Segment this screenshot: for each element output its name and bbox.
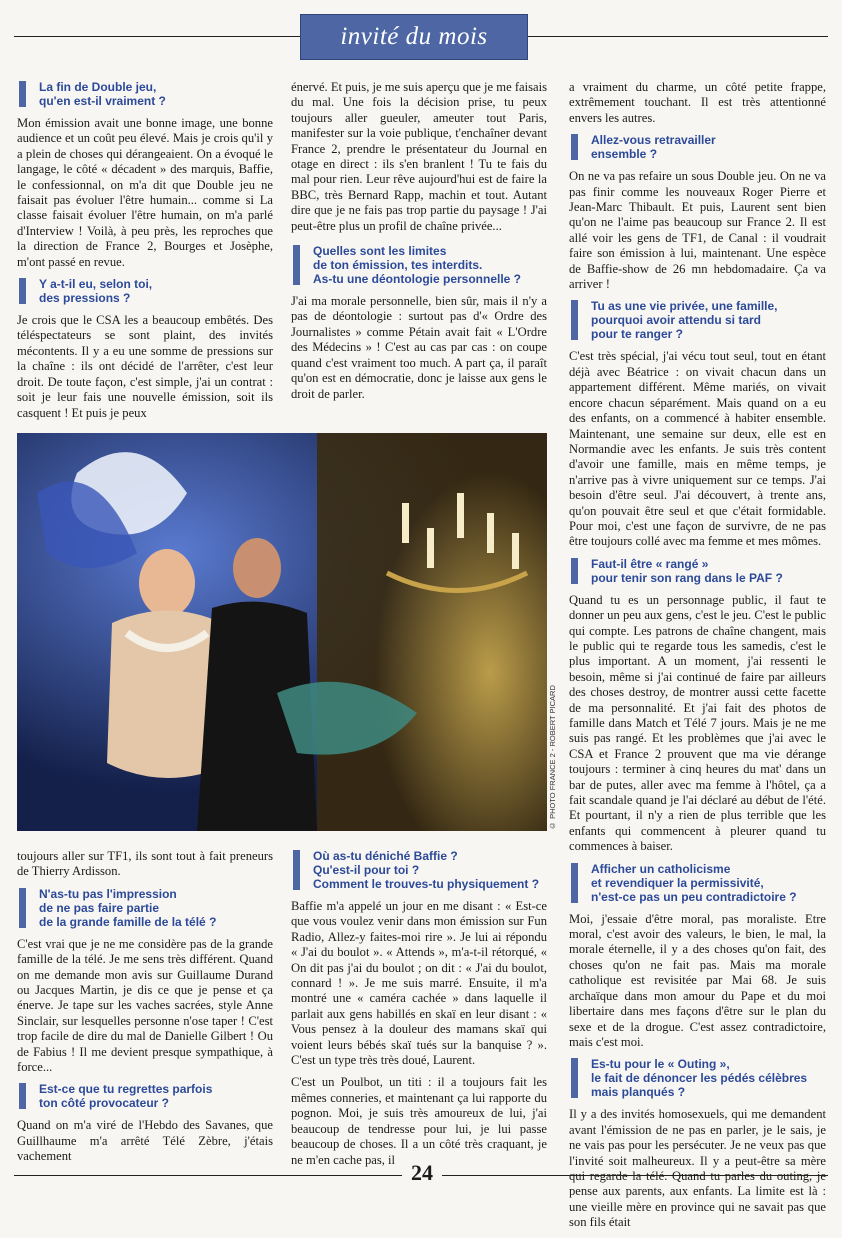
paragraph: Je crois que le CSA les a beaucoup embêtés. Des téléspectateurs se sont plaint, des invités mécontents. Il y a eu une somme de pressions sur la chaîne : ils ont décidé de l'arrêter, c'est leur droit. De toute façon, c'est simple, j'ai un contrat : soit je leur fais une nouvelle émission, soit ils casquent ! Et puis je peux [17, 313, 273, 420]
paragraph: Quand tu es un personnage public, il faut te donner un peu aux gens, c'est le jeu. C'est le public qui compte. Les patrons de chaîne changent, mais le public qui te regarde tous les samedis, c'est le plus important. A un moment, j'ai ressenti le besoin, même si j'ai continué de faire par ailleurs des choses destroy, de montrer aussi cette facette de ma personnalité. Et j'ai fait des photos de famille dans Match et Télé 7 jours. Mais je ne me suis pas rangé. Et les problèmes que j'ai avec le CSA et France 2 prouvent que ma vie dérange toujours : terminer à cinq heures du mat' dans un bar de putes, aller avec ma femme à l'hôtel, ça a fait scandale quand je l'ai déclaré au début de l'été. Et pourtant, il n'y a rien de plus terrible que les enfants qui commencent à pleurer quand tu commences à baiser. [569, 592, 826, 854]
photo-credit: © PHOTO FRANCE 2 - ROBERT PICARD [548, 685, 557, 830]
page-number: 24 [402, 1160, 442, 1186]
question-heading: Y a-t-il eu, selon toi, des pressions ? [17, 277, 273, 305]
article-photo [17, 433, 547, 831]
paragraph: toujours aller sur TF1, ils sont tout à fait preneurs de Thierry Ardisson. [17, 849, 273, 879]
question-heading: La fin de Double jeu, qu'en est-il vraiment ? [17, 80, 273, 108]
paragraph: J'ai ma morale personnelle, bien sûr, mais il n'y a pas de déontologie : surtout pas d'« Ordre des Journalistes » comme Pétain avait fait « L'Ordre des Médecins » ! C'est au cas par cas : on coupe quand c'est vraiment too much. A part ça, il paraît qu'on est en démocratie, donc je laisse aux gens le droit de parler. [291, 294, 547, 401]
paragraph: Quand on m'a viré de l'Hebdo des Savanes, que Guillhaume m'a arrêté Télé Zèbre, j'étais vachement [17, 1118, 273, 1164]
paragraph: C'est vrai que je ne me considère pas de la grande famille de la télé. Je me sens très différent. Quand on me demande mon avis sur Guillaume Durand ou Jacques Martin, je dis ce que je pense et ça énerve. Je tape sur les vaches sacrées, style Anne Sinclair, sur lesquelles personne n'ose taper ! C'est trop facile de dire du mal de Danielle Gilbert ! Ou de Fabius ! Il me devient presque sympathique, à force... [17, 936, 273, 1075]
question-heading: Où as-tu déniché Baffie ? Qu'est-il pour toi ? Comment le trouves-tu physiquement ? [291, 849, 547, 891]
question-heading: Es-tu pour le « Outing », le fait de dénoncer les pédés célèbres mais planqués ? [569, 1057, 826, 1099]
paragraph: Il y a des invités homosexuels, qui me demandent avant l'émission de ne pas en parler, je le sais, je ne vais pas pour les persécuter. Je ne veux pas que l'invité soit malheureux. Il y a peut-être sa mère qui regarde la télé. Quand tu parles du outing, je pense aux parents, aux enfants. La limite est là : une vieille mère en province qui ne savait pas que son fils était [569, 1107, 826, 1230]
column-2-bottom [291, 849, 547, 1175]
paragraph: C'est très spécial, j'ai vécu tout seul, tout en étant déjà avec Béatrice : on vivait chacun dans un appartement différent. Même mariés, on vivait encore chacun séparément. Mais quand on a eu des enfants, on a commencé à habiter ensemble. Maintenant, une semaine sur deux, elle est en Normandie avec les enfants. Je suis très content d'avoir une famille, mais en même temps, je n'arrive pas à vivre uniquement sur ce temps. J'ai besoin d'être seul. J'ai découvert, à trente ans, qu'on pouvait être seul et que c'était formidable. Pour moi, c'est une façon de survivre, de ne pas être toujours collé avec ma femme et mes mômes. [569, 349, 826, 549]
section-banner [300, 14, 528, 60]
question-heading: Afficher un catholicisme et revendiquer la permissivité, n'est-ce pas un peu contradictoire ? [569, 862, 826, 904]
paragraph: C'est un Poulbot, un titi : il a toujours fait les mêmes conneries, et maintenant ça lui rapporte du pognon. Moi, je suis très amoureux de lui, j'ai beaucoup de tendresse pour lui, je lui passe beaucoup de choses. Il a un côté très craquant, je ne m'en cache pas, il [291, 1075, 547, 1167]
section-title: invité du mois [340, 23, 488, 50]
paragraph: a vraiment du charme, un côté petite frappe, extrêmement touchant. Il est très attentionné envers les autres. [569, 80, 826, 125]
paragraph: Moi, j'essaie d'être moral, pas moraliste. Etre moral, c'est avoir des valeurs, le bien, le mal, la morale éternelle, il y a des choses qu'on fait, des choses qu'on ne fait pas. Mais ma morale catholique est revisitée par Mai 68. Je suis archaïque dans mon amour du Pape et du moi libertaire dans mes façons d'être sur le plan du sexe et de la drogue. C'est assez contradictoire, mais c'est moi. [569, 911, 826, 1049]
column-2-top [291, 80, 547, 409]
question-heading: N'as-tu pas l'impression de ne pas faire partie de la grande famille de la télé ? [17, 887, 273, 929]
photo-illustration [17, 433, 547, 831]
column-3 [569, 80, 826, 1238]
question-heading: Faut-il être « rangé » pour tenir son rang dans le PAF ? [569, 557, 826, 585]
question-heading: Allez-vous retravailler ensemble ? [569, 133, 826, 161]
paragraph: On ne va pas refaire un sous Double jeu. On ne va pas finir comme les nouveaux Roger Pierre et Jean-Marc Thibault. Et puis, Laurent sent bien qu'on ne l'aime pas beaucoup sur France 2. Il est allé voir les gens de TF1, de Canal : il voudrait faire son émission à lui, maintenant. Une espèce de Baffie-show de 26 mn hebdomadaire. Ça va arriver ! [569, 169, 826, 292]
paragraph: Mon émission avait une bonne image, une bonne audience et un coût peu élevé. Mais je crois qu'il y a plein de choses qui dérangeaient. On a évoqué le langage, le côté « décadent » des marquis, Baffie, le confessionnal, on m'a dit que Double jeu ne faisait pas évoluer l'être humain... comme si La classe faisait évoluer l'être humain, on m'a parlé d'Interview ! Voilà, à peu près, les reproches que la direction de France 2, Bourges et Josèphe, m'ont passé en revue. [17, 116, 273, 269]
question-heading: Tu as une vie privée, une famille, pourquoi avoir attendu si tard pour te ranger ? [569, 299, 826, 341]
column-1-bottom [17, 849, 273, 1172]
question-heading: Quelles sont les limites de ton émission, tes interdits. As-tu une déontologie personnelle ? [291, 244, 547, 286]
question-heading: Est-ce que tu regrettes parfois ton côté provocateur ? [17, 1082, 273, 1110]
paragraph: énervé. Et puis, je me suis aperçu que je me faisais du mal. Une fois la décision prise, tu peux toujours aller gueuler, ameuter tout Paris, manifester sur la voie publique, t'enchaîner devant France 2, prendre le présentateur du Journal en otage en direct : ils s'en branlent ! Tu te fais du mal pour rien. Leur rêve aujourd'hui est de faire la BBC, très Bernard Rapp, machin et tout. Autant dire que je ne fais pas trop partie du paysage ! J'ai peut-être plus un profil de chaîne privée... [291, 80, 547, 233]
column-1-top [17, 80, 273, 428]
paragraph: Baffie m'a appelé un jour en me disant : « Est-ce que vous voulez venir dans mon émission sur Fun Radio, Allez-y faites-moi rire ». Je lui ai répondu « J'ai du boulot ». « Attends », m'a-t-il rétorqué, « On dit pas j'ai du boulot ; on dit : « J'ai du boulot, connard ! ». Je me suis marré. Ensuite, il m'a montré une « caméra cachée » dans laquelle il parlait aux gens habillés en skaï en leur disant : « Vous pensez à la douleur des mamans skaï qui voient leurs bébés skaï tués sur la banquise ? ». C'est un type très très doué, Laurent. [291, 899, 547, 1068]
